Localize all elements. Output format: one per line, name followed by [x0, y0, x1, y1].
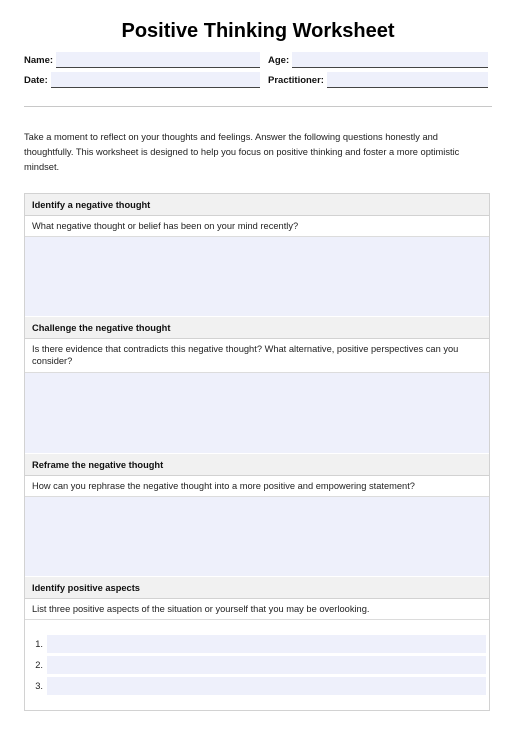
practitioner-field-group [268, 72, 488, 88]
list-answer-field-2[interactable] [47, 656, 486, 674]
header-divider [24, 106, 492, 107]
name-field[interactable] [56, 52, 260, 68]
answer-area-reframe[interactable] [25, 497, 489, 576]
list-number: 2. [35, 660, 43, 670]
section-prompt-identify-negative: What negative thought or belief has been on your mind recently? [25, 216, 489, 237]
age-label: Age: [268, 55, 290, 66]
section-prompt-reframe: How can you rephrase the negative thought into a more positive and empowering statement? [25, 476, 489, 497]
date-label: Date: [24, 75, 48, 86]
practitioner-label: Practitioner: [268, 75, 324, 86]
list-item [25, 635, 489, 653]
section-heading-challenge: Challenge the negative thought [25, 317, 489, 339]
section-prompt-positive-aspects: List three positive aspects of the situation or yourself that you may be overlooking. [25, 599, 489, 620]
date-field[interactable] [51, 72, 260, 88]
age-field[interactable] [292, 52, 488, 68]
answer-area-challenge[interactable] [25, 373, 489, 453]
list-number: 3. [35, 681, 43, 691]
list-item [25, 656, 489, 674]
section-prompt-challenge: Is there evidence that contradicts this negative thought? What alternative, positive perspectives can you consider? [25, 339, 489, 373]
name-age-row [24, 52, 490, 68]
date-field-group [24, 72, 260, 88]
section-heading-identify-negative: Identify a negative thought [25, 194, 489, 216]
page-title: Positive Thinking Worksheet [121, 20, 395, 42]
intro-text: Take a moment to reflect on your thoughts and feelings. Answer the following questions honestly and thoughtfully. This worksheet is designed to help you focus on positive thinking and foster a more optimistic mindset. [24, 132, 460, 172]
answer-area-identify-negative[interactable] [25, 237, 489, 316]
list-answer-field-1[interactable] [47, 635, 486, 653]
list-number: 1. [35, 639, 43, 649]
section-heading-positive-aspects: Identify positive aspects [25, 577, 489, 599]
section-heading-reframe: Reframe the negative thought [25, 454, 489, 476]
list-answer-field-3[interactable] [47, 677, 486, 695]
name-field-group [24, 52, 260, 68]
date-practitioner-row [24, 72, 490, 88]
list-item [25, 677, 489, 695]
worksheet-table [24, 193, 490, 711]
age-field-group [268, 52, 488, 68]
name-label: Name: [24, 55, 54, 66]
practitioner-field[interactable] [327, 72, 488, 88]
